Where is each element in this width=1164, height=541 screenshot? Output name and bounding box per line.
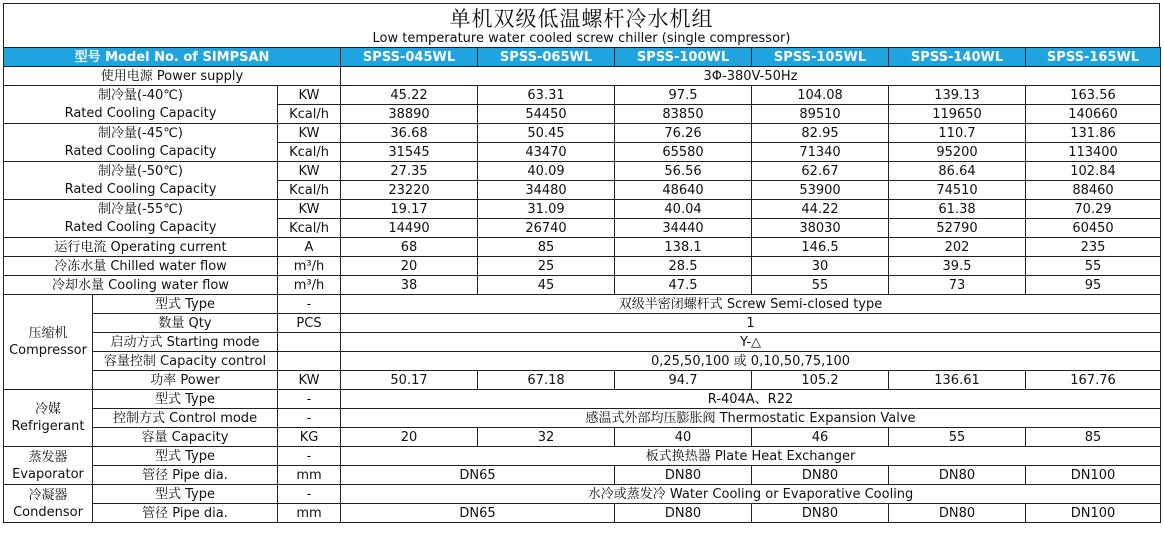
cell-line: Evaporator bbox=[12, 466, 84, 482]
value-cell: 67.18 bbox=[478, 371, 615, 390]
model-name: SPSS-165WL bbox=[1026, 48, 1161, 67]
row-label: 型式 Type bbox=[93, 295, 278, 314]
condensor-type-row bbox=[4, 485, 1161, 504]
model-name: SPSS-105WL bbox=[752, 48, 889, 67]
value-cell: 38890 bbox=[341, 105, 478, 124]
model-header-row bbox=[4, 48, 1161, 67]
value-cell: 74510 bbox=[889, 181, 1026, 200]
title-chinese: 单机双级低温螺杆冷水机组 bbox=[449, 7, 714, 31]
value-cell: 55 bbox=[752, 276, 889, 295]
value-cell: DN65 bbox=[341, 504, 615, 523]
title-english: Low temperature water cooled screw chiller (single compressor) bbox=[372, 31, 791, 46]
value-cell: 53900 bbox=[752, 181, 889, 200]
refrigerant-group-label bbox=[4, 390, 93, 447]
value-cell: 105.2 bbox=[752, 371, 889, 390]
row-label: 启动方式 Starting mode bbox=[93, 333, 278, 352]
value-cell: 55 bbox=[889, 428, 1026, 447]
value-cell: 131.86 bbox=[1026, 124, 1161, 143]
value-cell: 136.61 bbox=[889, 371, 1026, 390]
value-cell: 54450 bbox=[478, 105, 615, 124]
value-cell: 20 bbox=[341, 257, 478, 276]
model-name: SPSS-045WL bbox=[341, 48, 478, 67]
value-cell: 65580 bbox=[615, 143, 752, 162]
cell-line: Rated Cooling Capacity bbox=[64, 143, 217, 159]
value-cell: 28.5 bbox=[615, 257, 752, 276]
value-cell: 44.22 bbox=[752, 200, 889, 219]
value-cell: DN65 bbox=[341, 466, 615, 485]
value-cell: 19.17 bbox=[341, 200, 478, 219]
unit-cell: mm bbox=[278, 466, 341, 485]
unit-cell: Kcal/h bbox=[278, 143, 341, 162]
cell-line: 冷媒 bbox=[34, 402, 61, 417]
value-cell: 70.29 bbox=[1026, 200, 1161, 219]
value-cell: DN100 bbox=[1026, 504, 1161, 523]
value-cell: 双级半密闭螺杆式 Screw Semi-closed type bbox=[341, 295, 1161, 314]
evaporator-group-label bbox=[4, 447, 93, 485]
condensor-group-label bbox=[4, 485, 93, 523]
unit-cell: - bbox=[278, 485, 341, 504]
cell-line: Refrigerant bbox=[11, 419, 85, 434]
unit-cell: KW bbox=[278, 162, 341, 181]
unit-cell: - bbox=[278, 409, 341, 428]
value-cell: 56.56 bbox=[615, 162, 752, 181]
model-header-label: 型号 Model No. of SIMPSAN bbox=[4, 48, 341, 67]
value-cell: 60450 bbox=[1026, 219, 1161, 238]
value-cell: 20 bbox=[341, 428, 478, 447]
unit-cell: - bbox=[278, 295, 341, 314]
cell-line: 冷凝器 bbox=[28, 487, 68, 503]
unit-cell: KW bbox=[278, 86, 341, 105]
unit-cell: - bbox=[278, 390, 341, 409]
row-label: 管径 Pipe dia. bbox=[93, 466, 278, 485]
value-cell: 31545 bbox=[341, 143, 478, 162]
value-cell: 138.1 bbox=[615, 238, 752, 257]
unit-cell bbox=[278, 352, 341, 371]
value-cell: 76.26 bbox=[615, 124, 752, 143]
compressor-power-row bbox=[4, 371, 1161, 390]
unit-cell: Kcal/h bbox=[278, 105, 341, 124]
value-cell: 119650 bbox=[889, 105, 1026, 124]
cooling-kw-row bbox=[4, 124, 1161, 143]
unit-cell: KW bbox=[278, 371, 341, 390]
value-cell: 50.17 bbox=[341, 371, 478, 390]
value-cell: R-404A、R22 bbox=[341, 390, 1161, 409]
value-cell: 39.5 bbox=[889, 257, 1026, 276]
spec-sheet bbox=[3, 3, 1160, 537]
value-cell: 14490 bbox=[341, 219, 478, 238]
value-cell: 163.56 bbox=[1026, 86, 1161, 105]
value-cell: 40 bbox=[615, 428, 752, 447]
power-supply-row bbox=[4, 67, 1161, 86]
cooling-capacity-label bbox=[4, 200, 278, 238]
value-cell: 水冷或蒸发冷 Water Cooling or Evaporative Cooling bbox=[341, 485, 1161, 504]
value-cell: 63.31 bbox=[478, 86, 615, 105]
value-cell: 板式换热器 Plate Heat Exchanger bbox=[341, 447, 1161, 466]
unit-cell: KW bbox=[278, 124, 341, 143]
row-label: 控制方式 Control mode bbox=[93, 409, 278, 428]
cell-line: 制冷量(-45℃) bbox=[98, 125, 183, 141]
cell-line: Rated Cooling Capacity bbox=[64, 105, 217, 121]
value-cell: 26740 bbox=[478, 219, 615, 238]
value-cell: 36.68 bbox=[341, 124, 478, 143]
value-cell: 34480 bbox=[478, 181, 615, 200]
compressor-type-row bbox=[4, 295, 1161, 314]
condensor-pipe-row bbox=[4, 504, 1161, 523]
value-cell: 34440 bbox=[615, 219, 752, 238]
value-cell: DN80 bbox=[752, 504, 889, 523]
spec-table bbox=[3, 47, 1161, 523]
value-cell: 25 bbox=[478, 257, 615, 276]
value-cell: 40.09 bbox=[478, 162, 615, 181]
value-cell: 30 bbox=[752, 257, 889, 276]
compressor-starting-row bbox=[4, 333, 1161, 352]
model-name: SPSS-100WL bbox=[615, 48, 752, 67]
cell-line: 制冷量(-50℃) bbox=[98, 163, 183, 179]
row-label: 功率 Power bbox=[93, 371, 278, 390]
evaporator-pipe-row bbox=[4, 466, 1161, 485]
cooling-capacity-label bbox=[4, 162, 278, 200]
unit-cell: m³/h bbox=[278, 257, 341, 276]
unit-cell: KG bbox=[278, 428, 341, 447]
unit-cell: - bbox=[278, 447, 341, 466]
value-cell: 感温式外部均压膨胀阀 Thermostatic Expansion Valve bbox=[341, 409, 1161, 428]
unit-cell: PCS bbox=[278, 314, 341, 333]
value-cell: 47.5 bbox=[615, 276, 752, 295]
row-label: 容量 Capacity bbox=[93, 428, 278, 447]
value-cell: 85 bbox=[478, 238, 615, 257]
row-label: 容量控制 Capacity control bbox=[93, 352, 278, 371]
value-cell: 94.7 bbox=[615, 371, 752, 390]
cell-line: 制冷量(-55℃) bbox=[98, 201, 183, 217]
refrigerant-capacity-row bbox=[4, 428, 1161, 447]
operating-current-row bbox=[4, 238, 1161, 257]
unit-cell: A bbox=[278, 238, 341, 257]
model-name: SPSS-140WL bbox=[889, 48, 1026, 67]
value-cell: 167.76 bbox=[1026, 371, 1161, 390]
value-cell: DN80 bbox=[615, 504, 752, 523]
chilled-water-row bbox=[4, 257, 1161, 276]
cell-line: Rated Cooling Capacity bbox=[64, 219, 217, 235]
value-cell: 43470 bbox=[478, 143, 615, 162]
value-cell: 61.38 bbox=[889, 200, 1026, 219]
unit-cell: mm bbox=[278, 504, 341, 523]
row-label: 运行电流 Operating current bbox=[4, 238, 278, 257]
value-cell: 83850 bbox=[615, 105, 752, 124]
value-cell: 97.5 bbox=[615, 86, 752, 105]
value-cell: 85 bbox=[1026, 428, 1161, 447]
value-cell: DN80 bbox=[889, 466, 1026, 485]
refrigerant-control-row bbox=[4, 409, 1161, 428]
value-cell: 95 bbox=[1026, 276, 1161, 295]
value-cell: Y-△ bbox=[341, 333, 1161, 352]
cooling-capacity-label bbox=[4, 86, 278, 124]
cooling-capacity-label bbox=[4, 124, 278, 162]
cell-line: 制冷量(-40℃) bbox=[98, 87, 183, 103]
unit-cell: m³/h bbox=[278, 276, 341, 295]
cell-line: Compressor bbox=[9, 343, 87, 358]
cell-line: 压缩机 bbox=[28, 326, 68, 341]
power-supply-label: 使用电源 Power supply bbox=[4, 67, 341, 86]
model-name: SPSS-065WL bbox=[478, 48, 615, 67]
value-cell: DN100 bbox=[1026, 466, 1161, 485]
compressor-qty-row bbox=[4, 314, 1161, 333]
evaporator-type-row bbox=[4, 447, 1161, 466]
value-cell: 46 bbox=[752, 428, 889, 447]
value-cell: 50.45 bbox=[478, 124, 615, 143]
value-cell: 113400 bbox=[1026, 143, 1161, 162]
row-label: 型式 Type bbox=[93, 485, 278, 504]
value-cell: 62.67 bbox=[752, 162, 889, 181]
row-label: 冷却水量 Cooling water flow bbox=[4, 276, 278, 295]
value-cell: 52790 bbox=[889, 219, 1026, 238]
value-cell: 45 bbox=[478, 276, 615, 295]
value-cell: 86.64 bbox=[889, 162, 1026, 181]
value-cell: 27.35 bbox=[341, 162, 478, 181]
value-cell: 55 bbox=[1026, 257, 1161, 276]
unit-cell: Kcal/h bbox=[278, 181, 341, 200]
cooling-kw-row bbox=[4, 162, 1161, 181]
compressor-capacity-control-row bbox=[4, 352, 1161, 371]
cell-line: Condensor bbox=[13, 504, 83, 520]
value-cell: 202 bbox=[889, 238, 1026, 257]
value-cell: 71340 bbox=[752, 143, 889, 162]
value-cell: 73 bbox=[889, 276, 1026, 295]
value-cell: 68 bbox=[341, 238, 478, 257]
cell-line: Rated Cooling Capacity bbox=[64, 181, 217, 197]
title-block bbox=[3, 3, 1160, 47]
cooling-kw-row bbox=[4, 200, 1161, 219]
unit-cell bbox=[278, 333, 341, 352]
value-cell: 0,25,50,100 或 0,10,50,75,100 bbox=[341, 352, 1161, 371]
value-cell: 139.13 bbox=[889, 86, 1026, 105]
value-cell: 95200 bbox=[889, 143, 1026, 162]
cooling-kw-row bbox=[4, 86, 1161, 105]
power-supply-value: 3Φ-380V-50Hz bbox=[341, 67, 1161, 86]
value-cell: 235 bbox=[1026, 238, 1161, 257]
cooling-water-row bbox=[4, 276, 1161, 295]
value-cell: 140660 bbox=[1026, 105, 1161, 124]
value-cell: 82.95 bbox=[752, 124, 889, 143]
unit-cell: KW bbox=[278, 200, 341, 219]
row-label: 管径 Pipe dia. bbox=[93, 504, 278, 523]
value-cell: DN80 bbox=[615, 466, 752, 485]
value-cell: 40.04 bbox=[615, 200, 752, 219]
row-label: 冷冻水量 Chilled water flow bbox=[4, 257, 278, 276]
value-cell: 88460 bbox=[1026, 181, 1161, 200]
unit-cell: Kcal/h bbox=[278, 219, 341, 238]
value-cell: 32 bbox=[478, 428, 615, 447]
value-cell: 31.09 bbox=[478, 200, 615, 219]
value-cell: 104.08 bbox=[752, 86, 889, 105]
value-cell: 38 bbox=[341, 276, 478, 295]
value-cell: 110.7 bbox=[889, 124, 1026, 143]
value-cell: DN80 bbox=[889, 504, 1026, 523]
value-cell: 45.22 bbox=[341, 86, 478, 105]
value-cell: 102.84 bbox=[1026, 162, 1161, 181]
value-cell: 89510 bbox=[752, 105, 889, 124]
value-cell: 38030 bbox=[752, 219, 889, 238]
compressor-group-label bbox=[4, 295, 93, 390]
value-cell: 1 bbox=[341, 314, 1161, 333]
value-cell: 23220 bbox=[341, 181, 478, 200]
row-label: 型式 Type bbox=[93, 390, 278, 409]
refrigerant-type-row bbox=[4, 390, 1161, 409]
row-label: 型式 Type bbox=[93, 447, 278, 466]
cell-line: 蒸发器 bbox=[28, 449, 68, 465]
value-cell: DN80 bbox=[752, 466, 889, 485]
value-cell: 48640 bbox=[615, 181, 752, 200]
value-cell: 146.5 bbox=[752, 238, 889, 257]
row-label: 数量 Qty bbox=[93, 314, 278, 333]
